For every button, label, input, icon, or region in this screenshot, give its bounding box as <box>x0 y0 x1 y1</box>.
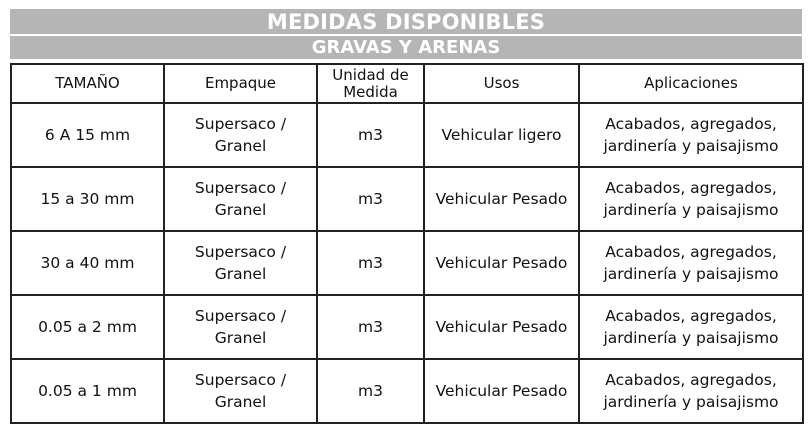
table-row <box>11 231 803 295</box>
cell-size: 0.05 a 1 mm <box>11 359 164 423</box>
column-header-size: TAMAÑO <box>11 64 164 103</box>
table-row <box>11 359 803 423</box>
applications-text: Acabados, agregados, jardinería y paisajismo <box>603 307 779 347</box>
cell-size: 0.05 a 2 mm <box>11 295 164 359</box>
sizes-table <box>10 63 804 424</box>
column-header-applications: Aplicaciones <box>579 64 803 103</box>
cell-packaging: Supersaco / Granel <box>164 359 317 423</box>
cell-uses: Vehicular Pesado <box>424 167 579 231</box>
table-row <box>11 103 803 167</box>
cell-unit: m3 <box>317 231 424 295</box>
column-header-packaging: Empaque <box>164 64 317 103</box>
applications-text: Acabados, agregados, jardinería y paisajismo <box>603 179 779 219</box>
banner-subtitle: GRAVAS Y ARENAS <box>10 34 802 59</box>
header-banner <box>10 9 802 59</box>
table-row <box>11 295 803 359</box>
banner-title: MEDIDAS DISPONIBLES <box>266 10 546 34</box>
cell-applications <box>579 359 803 423</box>
cell-size: 15 a 30 mm <box>11 167 164 231</box>
applications-text: Acabados, agregados, jardinería y paisajismo <box>603 243 779 283</box>
cell-size: 6 A 15 mm <box>11 103 164 167</box>
unit-header-text: Unidad de Medida <box>332 65 409 101</box>
column-header-uses: Usos <box>424 64 579 103</box>
applications-text: Acabados, agregados, jardinería y paisajismo <box>603 115 779 155</box>
cell-applications <box>579 295 803 359</box>
cell-unit: m3 <box>317 359 424 423</box>
column-header-unit <box>317 64 424 103</box>
cell-packaging: Supersaco / Granel <box>164 167 317 231</box>
cell-uses: Vehicular ligero <box>424 103 579 167</box>
cell-size: 30 a 40 mm <box>11 231 164 295</box>
cell-uses: Vehicular Pesado <box>424 231 579 295</box>
cell-applications <box>579 103 803 167</box>
cell-uses: Vehicular Pesado <box>424 295 579 359</box>
product-sizes-panel <box>10 9 802 424</box>
cell-applications <box>579 231 803 295</box>
cell-unit: m3 <box>317 295 424 359</box>
cell-applications <box>579 167 803 231</box>
cell-uses: Vehicular Pesado <box>424 359 579 423</box>
applications-text: Acabados, agregados, jardinería y paisajismo <box>603 371 779 411</box>
table-header-row <box>11 64 803 103</box>
cell-packaging: Supersaco / Granel <box>164 295 317 359</box>
cell-unit: m3 <box>317 103 424 167</box>
cell-unit: m3 <box>317 167 424 231</box>
cell-packaging: Supersaco / Granel <box>164 103 317 167</box>
cell-packaging: Supersaco / Granel <box>164 231 317 295</box>
table-row <box>11 167 803 231</box>
